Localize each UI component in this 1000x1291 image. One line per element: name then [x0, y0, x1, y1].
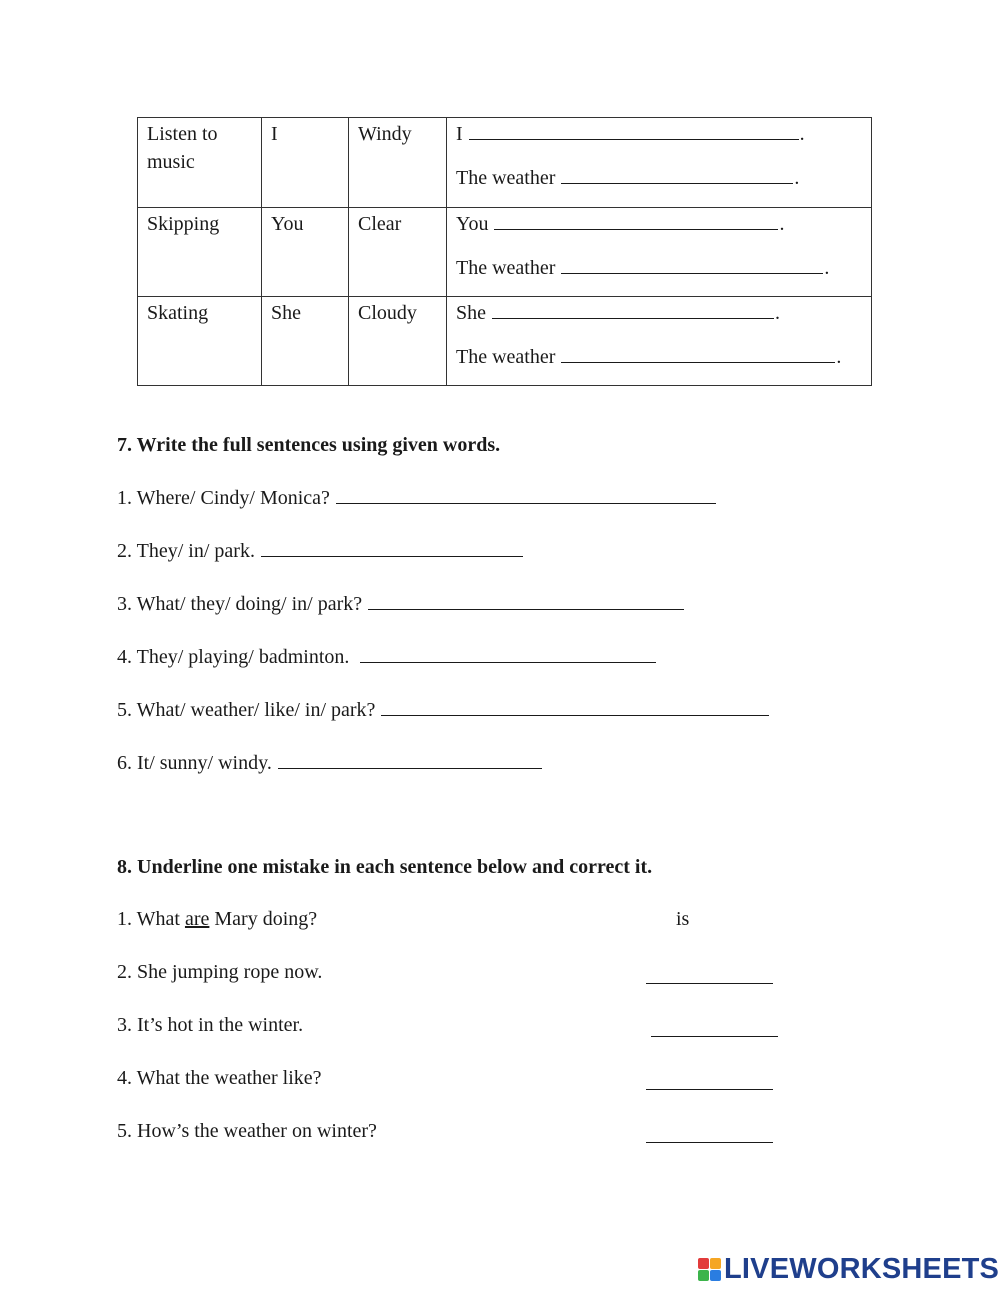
- table-row: [138, 208, 872, 297]
- answer-blank[interactable]: [368, 591, 684, 610]
- weather-cell: Windy: [349, 118, 447, 208]
- correction-blank[interactable]: [646, 1071, 773, 1090]
- activity-table: [137, 117, 872, 386]
- subject-cell: I: [262, 118, 349, 208]
- logo-blocks-icon: [698, 1258, 721, 1281]
- answer-blank[interactable]: [492, 300, 774, 319]
- activity-cell: Skipping: [138, 208, 262, 297]
- subject-cell: You: [262, 208, 349, 297]
- exercise-item: 2. They/ in/ park.: [117, 538, 524, 563]
- exercise-item: 5. What/ weather/ like/ in/ park?: [117, 697, 770, 722]
- answer-blank[interactable]: [561, 255, 823, 274]
- table-row: [138, 297, 872, 386]
- exercise-item: 3. What/ they/ doing/ in/ park?: [117, 591, 685, 616]
- answer-blank[interactable]: [494, 211, 778, 230]
- sentence-cell: I . The weather .: [447, 118, 872, 208]
- exercise-item: 4. They/ playing/ badminton.: [117, 644, 657, 669]
- answer-blank[interactable]: [561, 165, 793, 184]
- answer-blank[interactable]: [469, 121, 799, 140]
- answer-blank[interactable]: [261, 538, 523, 557]
- answer-blank[interactable]: [336, 485, 716, 504]
- exercise-item: 1. Where/ Cindy/ Monica?: [117, 485, 717, 510]
- section-7-heading: 7. Write the full sentences using given words.: [117, 434, 501, 456]
- section-8-heading: 8. Underline one mistake in each sentence below and correct it.: [117, 856, 653, 878]
- exercise-item: 4. What the weather like?: [117, 1067, 322, 1089]
- subject-cell: She: [262, 297, 349, 386]
- answer-blank[interactable]: [360, 644, 656, 663]
- answer-blank[interactable]: [381, 697, 769, 716]
- exercise-item: 6. It/ sunny/ windy.: [117, 750, 543, 775]
- exercise-item: 1. What are Mary doing?: [117, 908, 318, 930]
- sentence-cell: You . The weather .: [447, 208, 872, 297]
- sentence-weather: The weather: [456, 167, 556, 189]
- activity-cell: Skating: [138, 297, 262, 386]
- sentence-subject: I: [456, 123, 463, 145]
- answer-blank[interactable]: [561, 344, 835, 363]
- answer-blank[interactable]: [278, 750, 542, 769]
- table-row: [138, 118, 872, 208]
- sentence-subject: You: [456, 213, 489, 235]
- sentence-weather: The weather: [456, 257, 556, 279]
- correction-answer: is: [676, 908, 690, 930]
- sentence-weather: The weather: [456, 346, 556, 368]
- correction-blank[interactable]: [646, 965, 773, 984]
- underlined-mistake: are: [184, 908, 210, 930]
- weather-cell: Clear: [349, 208, 447, 297]
- correction-blank[interactable]: [651, 1018, 778, 1037]
- exercise-item: 5. How’s the weather on winter?: [117, 1120, 377, 1142]
- activity-cell: Listen to music: [138, 118, 262, 208]
- exercise-item: 2. She jumping rope now.: [117, 961, 323, 983]
- exercise-item: 3. It’s hot in the winter.: [117, 1014, 304, 1036]
- sentence-subject: She: [456, 302, 486, 324]
- weather-cell: Cloudy: [349, 297, 447, 386]
- correction-blank[interactable]: [646, 1124, 773, 1143]
- sentence-cell: She . The weather .: [447, 297, 872, 386]
- logo-text: LIVEWORKSHEETS: [724, 1252, 1000, 1285]
- liveworksheets-logo: [698, 1252, 999, 1286]
